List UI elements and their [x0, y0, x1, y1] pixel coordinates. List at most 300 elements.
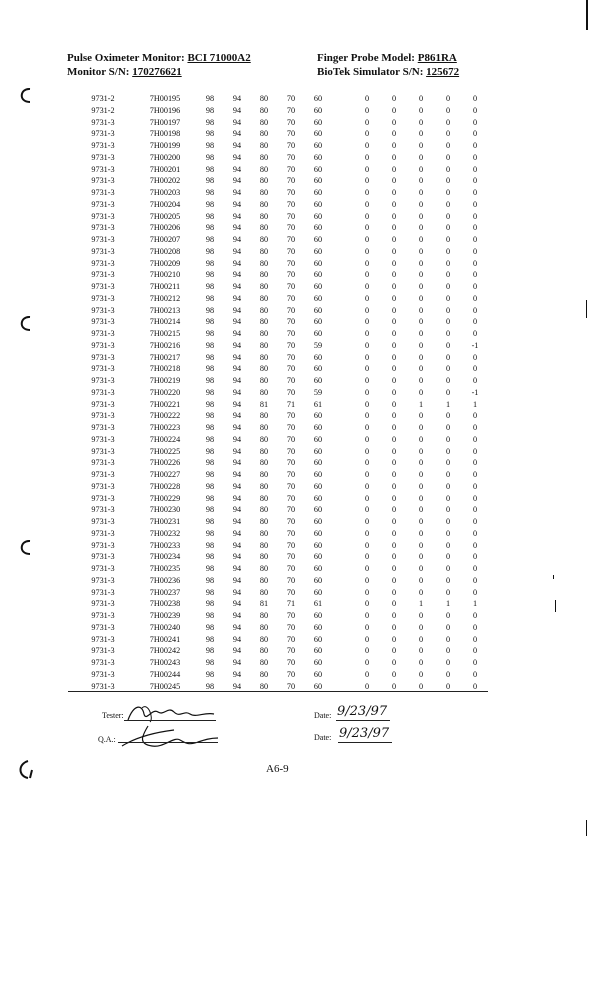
table-cell: 70 [286, 646, 296, 656]
table-cell: 9731-3 [91, 411, 115, 421]
table-cell: 0 [391, 105, 397, 115]
table-cell: 0 [418, 434, 424, 444]
table-cell: 0 [472, 364, 478, 374]
table-cell: 9731-3 [91, 329, 115, 338]
table-row [0, 187, 612, 199]
table-cell: 94 [232, 658, 242, 667]
monitor-model-line [67, 52, 251, 64]
table-cell: 70 [286, 129, 296, 139]
binder-hole-mark [16, 314, 34, 334]
table-cell: 9731-3 [91, 658, 115, 667]
table-cell: 0 [472, 235, 478, 244]
table-row [0, 645, 612, 657]
table-cell: 0 [418, 423, 424, 432]
table-cell: 59 [313, 340, 323, 350]
table-cell: 0 [472, 564, 478, 573]
table-cell: 80 [259, 587, 269, 597]
table-cell: 70 [286, 105, 296, 115]
table-cell: 7H00208 [149, 246, 181, 256]
table-cell: 0 [418, 94, 424, 103]
date-line-tester [336, 720, 390, 721]
table-cell: 70 [286, 94, 296, 103]
table-cell: 0 [472, 352, 478, 362]
table-cell: 0 [418, 517, 424, 526]
table-cell: 0 [445, 411, 451, 421]
table-cell: 0 [364, 423, 370, 432]
table-cell: 0 [364, 681, 370, 691]
table-cell: 9731-3 [91, 493, 115, 503]
table-cell: 60 [313, 152, 323, 162]
table-cell: 0 [472, 282, 478, 291]
table-cell: 0 [391, 681, 397, 691]
table-cell: 0 [445, 105, 451, 115]
table-cell: 98 [205, 364, 215, 374]
table-cell: 7H00231 [149, 517, 181, 526]
table-cell: 7H00243 [149, 658, 181, 667]
table-cell: 9731-3 [91, 352, 115, 362]
table-cell: 0 [472, 141, 478, 150]
table-row [0, 446, 612, 458]
table-cell: 0 [391, 587, 397, 597]
table-cell: 98 [205, 564, 215, 573]
table-cell: 60 [313, 282, 323, 291]
table-cell: 94 [232, 646, 242, 656]
table-cell: 7H00228 [149, 481, 181, 491]
table-cell: -1 [471, 340, 479, 350]
table-cell: 80 [259, 411, 269, 421]
table-row [0, 493, 612, 505]
table-cell: 0 [391, 493, 397, 503]
table-cell: 0 [418, 329, 424, 338]
table-cell: 0 [418, 564, 424, 573]
table-cell: 70 [286, 505, 296, 515]
table-cell: 98 [205, 293, 215, 303]
table-cell: 60 [313, 493, 323, 503]
table-row [0, 598, 612, 610]
table-cell: 0 [364, 223, 370, 233]
table-cell: 60 [313, 317, 323, 327]
table-cell: 0 [418, 152, 424, 162]
table-cell: 0 [418, 352, 424, 362]
table-row [0, 610, 612, 622]
table-cell: 1 [445, 599, 451, 609]
table-row [0, 457, 612, 469]
table-cell: 0 [472, 528, 478, 538]
date-value-qa: 9/23/97 [339, 726, 390, 741]
table-cell: 0 [445, 611, 451, 620]
table-cell: 94 [232, 493, 242, 503]
table-cell: 0 [364, 364, 370, 374]
table-cell: 60 [313, 564, 323, 573]
table-cell: 0 [391, 517, 397, 526]
table-cell: 0 [472, 164, 478, 174]
table-cell: 9731-3 [91, 470, 115, 479]
table-row [0, 634, 612, 646]
table-cell: 7H00238 [149, 599, 181, 609]
table-cell: 98 [205, 376, 215, 385]
table-cell: 0 [472, 329, 478, 338]
table-cell: 0 [472, 658, 478, 667]
table-cell: 0 [418, 164, 424, 174]
table-row [0, 399, 612, 411]
table-cell: 98 [205, 117, 215, 127]
table-cell: 0 [418, 493, 424, 503]
table-cell: 1 [472, 399, 478, 409]
table-cell: 80 [259, 164, 269, 174]
table-row [0, 152, 612, 164]
table-cell: 70 [286, 634, 296, 644]
table-cell: 0 [391, 622, 397, 632]
table-cell: 94 [232, 246, 242, 256]
table-cell: 60 [313, 622, 323, 632]
table-cell: 0 [472, 270, 478, 280]
table-cell: 0 [472, 105, 478, 115]
table-cell: 80 [259, 423, 269, 432]
table-cell: 61 [313, 599, 323, 609]
table-row [0, 93, 612, 105]
table-cell: 0 [472, 94, 478, 103]
table-cell: 7H00201 [149, 164, 181, 174]
table-cell: 7H00224 [149, 434, 181, 444]
table-cell: 70 [286, 658, 296, 667]
table-cell: 0 [364, 164, 370, 174]
table-cell: 0 [364, 352, 370, 362]
table-cell: 60 [313, 446, 323, 456]
table-row [0, 128, 612, 140]
table-cell: 9731-3 [91, 129, 115, 139]
table-cell: 0 [418, 681, 424, 691]
table-cell: 7H00200 [149, 152, 181, 162]
table-cell: 0 [445, 94, 451, 103]
table-cell: 7H00213 [149, 305, 181, 315]
table-cell: 0 [391, 481, 397, 491]
table-cell: 0 [364, 246, 370, 256]
table-cell: 70 [286, 587, 296, 597]
table-cell: 98 [205, 317, 215, 327]
table-cell: 7H00233 [149, 540, 181, 550]
table-cell: 0 [418, 622, 424, 632]
table-cell: 0 [418, 211, 424, 221]
table-cell: 71 [286, 399, 296, 409]
table-cell: 7H00198 [149, 129, 181, 139]
table-cell: 0 [418, 105, 424, 115]
table-row [0, 316, 612, 328]
table-cell: 0 [445, 540, 451, 550]
table-cell: 98 [205, 129, 215, 139]
table-cell: 70 [286, 117, 296, 127]
table-cell: 70 [286, 376, 296, 385]
table-cell: 0 [445, 552, 451, 562]
table-cell: 0 [418, 270, 424, 280]
table-cell: 0 [364, 329, 370, 338]
table-cell: 0 [472, 246, 478, 256]
table-cell: 0 [364, 317, 370, 327]
table-cell: 9731-3 [91, 481, 115, 491]
table-row [0, 504, 612, 516]
table-cell: 98 [205, 646, 215, 656]
table-cell: 70 [286, 223, 296, 233]
table-cell: 9731-3 [91, 364, 115, 374]
table-cell: 0 [391, 376, 397, 385]
table-cell: 0 [445, 235, 451, 244]
table-cell: 0 [445, 669, 451, 679]
table-cell: 7H00235 [149, 564, 181, 573]
table-cell: 7H00244 [149, 669, 181, 679]
table-row [0, 293, 612, 305]
table-cell: 0 [391, 540, 397, 550]
table-cell: 80 [259, 387, 269, 397]
table-cell: 0 [445, 352, 451, 362]
table-cell: 0 [364, 611, 370, 620]
table-cell: 0 [391, 399, 397, 409]
table-cell: 0 [391, 94, 397, 103]
table-cell: 94 [232, 376, 242, 385]
table-cell: 80 [259, 188, 269, 197]
table-cell: 80 [259, 575, 269, 585]
table-cell: 9731-3 [91, 575, 115, 585]
table-cell: 94 [232, 340, 242, 350]
table-cell: 94 [232, 364, 242, 374]
table-cell: 80 [259, 129, 269, 139]
table-cell: 70 [286, 434, 296, 444]
table-cell: 9731-3 [91, 199, 115, 209]
table-row [0, 246, 612, 258]
table-cell: 60 [313, 658, 323, 667]
table-cell: 80 [259, 540, 269, 550]
table-cell: 94 [232, 199, 242, 209]
table-cell: 94 [232, 317, 242, 327]
table-cell: 0 [472, 223, 478, 233]
table-cell: 0 [418, 669, 424, 679]
table-cell: 0 [391, 575, 397, 585]
table-cell: 94 [232, 470, 242, 479]
table-cell: 0 [472, 481, 478, 491]
table-cell: 0 [364, 141, 370, 150]
table-cell: 7H00239 [149, 611, 181, 620]
table-cell: 98 [205, 423, 215, 432]
table-cell: 9731-3 [91, 223, 115, 233]
table-cell: 0 [472, 188, 478, 197]
table-cell: 0 [445, 129, 451, 139]
table-cell: 0 [445, 646, 451, 656]
table-cell: 0 [472, 540, 478, 550]
table-cell: 98 [205, 587, 215, 597]
table-cell: 0 [364, 117, 370, 127]
table-cell: 0 [418, 305, 424, 315]
table-cell: 80 [259, 293, 269, 303]
qa-label: Q.A.: [98, 735, 116, 744]
table-cell: 70 [286, 141, 296, 150]
table-cell: 80 [259, 282, 269, 291]
table-cell: 70 [286, 246, 296, 256]
probe-model-value: P861RA [417, 52, 457, 64]
table-cell: 94 [232, 329, 242, 338]
table-cell: 9731-3 [91, 611, 115, 620]
table-cell: 98 [205, 493, 215, 503]
table-cell: 0 [364, 622, 370, 632]
table-cell: 0 [364, 176, 370, 186]
table-cell: 0 [418, 176, 424, 186]
table-cell: 70 [286, 540, 296, 550]
table-cell: 80 [259, 340, 269, 350]
table-cell: 0 [364, 481, 370, 491]
table-cell: 0 [364, 258, 370, 268]
table-cell: 0 [472, 681, 478, 691]
table-cell: 80 [259, 352, 269, 362]
table-cell: 0 [364, 493, 370, 503]
table-row [0, 211, 612, 223]
table-cell: 94 [232, 411, 242, 421]
table-cell: 0 [391, 176, 397, 186]
table-cell: 9731-3 [91, 340, 115, 350]
table-cell: 70 [286, 164, 296, 174]
table-cell: 94 [232, 141, 242, 150]
table-cell: 60 [313, 293, 323, 303]
table-cell: 0 [364, 575, 370, 585]
table-row [0, 140, 612, 152]
table-cell: 0 [391, 446, 397, 456]
table-cell: 70 [286, 352, 296, 362]
table-cell: 7H00211 [149, 282, 181, 291]
table-cell: 0 [391, 646, 397, 656]
table-cell: 59 [313, 387, 323, 397]
table-cell: 94 [232, 235, 242, 244]
table-cell: 70 [286, 387, 296, 397]
table-cell: 7H00240 [149, 622, 181, 632]
table-cell: 0 [364, 564, 370, 573]
table-cell: 7H00206 [149, 223, 181, 233]
table-cell: 0 [364, 387, 370, 397]
table-cell: 60 [313, 199, 323, 209]
table-cell: 60 [313, 517, 323, 526]
table-cell: 0 [445, 329, 451, 338]
table-row [0, 481, 612, 493]
table-cell: 80 [259, 270, 269, 280]
table-cell: 0 [364, 646, 370, 656]
table-cell: 7H00226 [149, 458, 181, 468]
table-cell: 94 [232, 540, 242, 550]
table-row [0, 434, 612, 446]
table-cell: 98 [205, 575, 215, 585]
table-cell: 98 [205, 470, 215, 479]
table-cell: 0 [472, 552, 478, 562]
table-cell: 80 [259, 564, 269, 573]
table-cell: 7H00245 [149, 681, 181, 691]
table-cell: 94 [232, 434, 242, 444]
table-cell: 0 [364, 305, 370, 315]
table-cell: 0 [364, 94, 370, 103]
table-cell: 70 [286, 622, 296, 632]
table-cell: 0 [418, 188, 424, 197]
table-cell: 9731-3 [91, 270, 115, 280]
table-cell: 94 [232, 481, 242, 491]
table-cell: 70 [286, 611, 296, 620]
table-cell: 9731-2 [91, 94, 115, 103]
table-cell: 94 [232, 129, 242, 139]
table-cell: 9731-3 [91, 528, 115, 538]
table-cell: 0 [418, 246, 424, 256]
table-cell: 0 [445, 681, 451, 691]
table-cell: 0 [418, 235, 424, 244]
table-cell: 94 [232, 152, 242, 162]
binder-hole-mark [16, 86, 34, 106]
table-cell: 60 [313, 481, 323, 491]
table-cell: 94 [232, 305, 242, 315]
table-cell: 70 [286, 329, 296, 338]
table-cell: 94 [232, 446, 242, 456]
table-cell: 0 [418, 528, 424, 538]
table-cell: 0 [418, 587, 424, 597]
table-cell: 7H00205 [149, 211, 181, 221]
simulator-sn-value: 125672 [426, 66, 460, 78]
table-cell: 0 [472, 305, 478, 315]
table-cell: 0 [472, 129, 478, 139]
table-row [0, 305, 612, 317]
table-cell: 70 [286, 188, 296, 197]
table-cell: 0 [472, 434, 478, 444]
table-row [0, 422, 612, 434]
table-cell: 98 [205, 105, 215, 115]
table-cell: 98 [205, 611, 215, 620]
table-cell: 0 [445, 505, 451, 515]
table-cell: 0 [391, 246, 397, 256]
table-cell: 60 [313, 235, 323, 244]
table-cell: 0 [418, 376, 424, 385]
table-cell: 0 [418, 458, 424, 468]
probe-model-line [317, 52, 457, 64]
table-cell: 0 [445, 622, 451, 632]
table-cell: 0 [472, 117, 478, 127]
table-cell: 0 [364, 270, 370, 280]
table-cell: 0 [364, 599, 370, 609]
table-cell: 98 [205, 658, 215, 667]
table-cell: 0 [472, 423, 478, 432]
table-row [0, 575, 612, 587]
table-row [0, 269, 612, 281]
table-cell: 94 [232, 176, 242, 186]
table-row [0, 563, 612, 575]
table-cell: 98 [205, 352, 215, 362]
table-cell: 0 [418, 634, 424, 644]
table-cell: 0 [391, 564, 397, 573]
table-cell: 70 [286, 669, 296, 679]
table-row [0, 387, 612, 399]
table-cell: 0 [391, 458, 397, 468]
table-cell: 0 [364, 188, 370, 197]
table-cell: 9731-3 [91, 188, 115, 197]
table-cell: 94 [232, 164, 242, 174]
table-cell: 9731-3 [91, 317, 115, 327]
table-cell: 94 [232, 517, 242, 526]
table-cell: 0 [391, 141, 397, 150]
table-cell: 0 [445, 293, 451, 303]
table-cell: 60 [313, 223, 323, 233]
table-cell: 0 [391, 340, 397, 350]
table-cell: 98 [205, 599, 215, 609]
table-cell: 0 [418, 387, 424, 397]
table-cell: 98 [205, 152, 215, 162]
table-cell: 0 [445, 364, 451, 374]
table-cell: 60 [313, 411, 323, 421]
monitor-sn-value: 170276621 [132, 66, 182, 78]
table-cell: 9731-3 [91, 176, 115, 186]
table-cell: 0 [364, 658, 370, 667]
table-cell: 0 [418, 481, 424, 491]
table-cell: 0 [418, 117, 424, 127]
table-cell: 7H00218 [149, 364, 181, 374]
page-number: A6-9 [266, 763, 289, 775]
table-cell: 94 [232, 211, 242, 221]
